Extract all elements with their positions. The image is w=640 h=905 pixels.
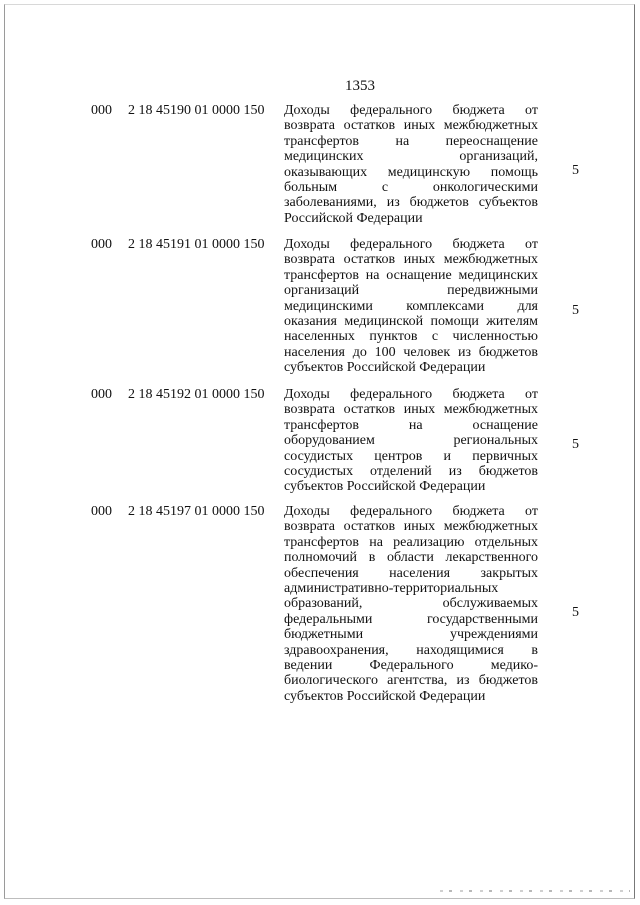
description-line: федеральными государственными (284, 611, 538, 627)
description-line: субъектов Российской Федерации (284, 479, 486, 495)
income-description (284, 103, 538, 226)
description-line: возврата остатков иных межбюджетных (284, 252, 538, 268)
description-line: трансфертов на реализацию отдельных (284, 534, 538, 550)
kbk-code: 2 18 45190 01 0000 150 (128, 103, 265, 118)
description-line: возврата остатков иных межбюджетных (284, 118, 538, 134)
description-line: здравоохранения, находящимися в (284, 642, 538, 658)
description-line: оказывающих медицинскую помощь (284, 164, 538, 180)
description-line: административно-территориальных (284, 581, 499, 597)
description-line: Доходы федерального бюджета от (284, 504, 538, 519)
description-line: образований, обслуживаемых (284, 596, 538, 612)
description-line: полномочий в области лекарственного (284, 550, 538, 566)
description-line: биологического агентства, из бюджетов (284, 673, 538, 689)
description-line: населенных пунктов с численностью (284, 329, 538, 345)
description-line: субъектов Российской Федерации (284, 360, 486, 376)
description-line: медицинских организаций, (284, 149, 538, 165)
description-line: населения до 100 человек из бюджетов (284, 344, 538, 360)
description-line: организаций передвижными (284, 283, 538, 299)
description-line: возврата остатков иных межбюджетных (284, 402, 538, 418)
kbk-code: 2 18 45192 01 0000 150 (128, 387, 265, 402)
admin-code: 000 (91, 387, 112, 402)
description-line: оборудованием региональных (284, 433, 538, 449)
description-line: ведении Федерального медико- (284, 658, 538, 674)
admin-code: 000 (91, 504, 112, 519)
description-line: Доходы федерального бюджета от (284, 103, 538, 118)
income-description (284, 504, 538, 704)
page-number: 1353 (345, 78, 375, 94)
description-line: обеспечения населения закрытых (284, 565, 538, 581)
description-line: трансфертов на оснащение (284, 417, 538, 433)
description-line: Доходы федерального бюджета от (284, 387, 538, 402)
description-line: трансфертов на оснащение медицинских (284, 267, 538, 283)
amount-value: 5 (572, 163, 579, 178)
description-line: больным с онкологическими (284, 180, 538, 196)
description-line: бюджетными учреждениями (284, 627, 538, 643)
description-line: медицинскими комплексами для (284, 298, 538, 314)
description-line: Российской Федерации (284, 210, 423, 226)
description-line: Доходы федерального бюджета от (284, 237, 538, 252)
amount-value: 5 (572, 437, 579, 452)
admin-code: 000 (91, 237, 112, 252)
kbk-code: 2 18 45197 01 0000 150 (128, 504, 265, 519)
description-line: трансфертов на переоснащение (284, 133, 538, 149)
description-line: оказания медицинской помощи жителям (284, 314, 538, 330)
income-description (284, 387, 538, 495)
amount-value: 5 (572, 605, 579, 620)
description-line: субъектов Российской Федерации (284, 688, 486, 704)
income-description (284, 237, 538, 376)
description-line: сосудистых отделений из бюджетов (284, 464, 538, 480)
scan-artifact (440, 890, 630, 892)
description-line: возврата остатков иных межбюджетных (284, 519, 538, 535)
description-line: сосудистых центров и первичных (284, 448, 538, 464)
kbk-code: 2 18 45191 01 0000 150 (128, 237, 265, 252)
admin-code: 000 (91, 103, 112, 118)
description-line: заболеваниями, из бюджетов субъектов (284, 195, 538, 211)
amount-value: 5 (572, 303, 579, 318)
